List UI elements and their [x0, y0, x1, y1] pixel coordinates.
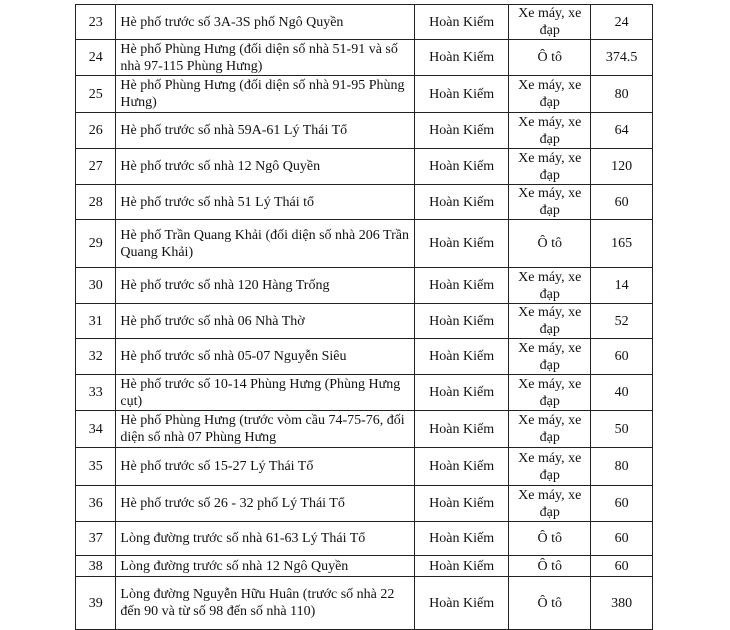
vehicle-type-cell: Ô tô [509, 40, 591, 76]
table-row [76, 185, 653, 220]
district-cell: Hoàn Kiếm [415, 268, 509, 304]
table-row [76, 339, 653, 375]
table-row [76, 577, 653, 630]
district-cell: Hoàn Kiếm [415, 304, 509, 339]
location-cell: Hè phố trước số 3A-3S phố Ngô Quyền [116, 5, 415, 40]
location-cell: Hè phố Phùng Hưng (đối diện số nhà 51-91 và số nhà 97-115 Phùng Hưng) [116, 40, 415, 76]
location-cell: Hè phố trước số nhà 51 Lý Thái tổ [116, 185, 415, 220]
row-number-cell: 27 [76, 149, 116, 185]
location-cell: Lòng đường trước số nhà 61-63 Lý Thái Tổ [116, 522, 415, 556]
vehicle-type-cell: Ô tô [509, 220, 591, 268]
table-row [76, 375, 653, 411]
location-cell: Hè phố trước số nhà 120 Hàng Trống [116, 268, 415, 304]
area-cell: 120 [591, 149, 653, 185]
table-row [76, 76, 653, 113]
district-cell: Hoàn Kiếm [415, 577, 509, 630]
location-cell: Hè phố trước số 26 - 32 phố Lý Thái Tổ [116, 486, 415, 522]
row-number-cell: 30 [76, 268, 116, 304]
row-number-cell: 26 [76, 113, 116, 149]
vehicle-type-cell: Xe máy, xe đạp [509, 411, 591, 448]
location-cell: Lòng đường trước số nhà 12 Ngô Quyền [116, 556, 415, 577]
area-cell: 50 [591, 411, 653, 448]
vehicle-type-cell: Ô tô [509, 577, 591, 630]
row-number-cell: 31 [76, 304, 116, 339]
table-body [76, 5, 653, 630]
vehicle-type-cell: Xe máy, xe đạp [509, 5, 591, 40]
row-number-cell: 36 [76, 486, 116, 522]
table-row [76, 113, 653, 149]
location-cell: Hè phố Phùng Hưng (trước vòm cầu 74-75-76, đối diện số nhà 07 Phùng Hưng [116, 411, 415, 448]
area-cell: 40 [591, 375, 653, 411]
area-cell: 60 [591, 522, 653, 556]
district-cell: Hoàn Kiếm [415, 522, 509, 556]
district-cell: Hoàn Kiếm [415, 220, 509, 268]
row-number-cell: 23 [76, 5, 116, 40]
area-cell: 60 [591, 486, 653, 522]
table-row [76, 556, 653, 577]
row-number-cell: 34 [76, 411, 116, 448]
area-cell: 380 [591, 577, 653, 630]
row-number-cell: 28 [76, 185, 116, 220]
vehicle-type-cell: Xe máy, xe đạp [509, 149, 591, 185]
row-number-cell: 29 [76, 220, 116, 268]
table-row [76, 304, 653, 339]
area-cell: 24 [591, 5, 653, 40]
row-number-cell: 24 [76, 40, 116, 76]
table-row [76, 5, 653, 40]
table-row [76, 448, 653, 486]
district-cell: Hoàn Kiếm [415, 448, 509, 486]
location-cell: Hè phố trước số nhà 59A-61 Lý Thái Tổ [116, 113, 415, 149]
vehicle-type-cell: Xe máy, xe đạp [509, 113, 591, 149]
table-row [76, 220, 653, 268]
area-cell: 14 [591, 268, 653, 304]
parking-locations-table [75, 4, 653, 630]
vehicle-type-cell: Xe máy, xe đạp [509, 268, 591, 304]
row-number-cell: 33 [76, 375, 116, 411]
vehicle-type-cell: Xe máy, xe đạp [509, 304, 591, 339]
area-cell: 60 [591, 185, 653, 220]
district-cell: Hoàn Kiếm [415, 185, 509, 220]
district-cell: Hoàn Kiếm [415, 411, 509, 448]
row-number-cell: 25 [76, 76, 116, 113]
location-cell: Hè phố Trần Quang Khải (đối diện số nhà 206 Trần Quang Khải) [116, 220, 415, 268]
district-cell: Hoàn Kiếm [415, 40, 509, 76]
location-cell: Hè phố trước số nhà 06 Nhà Thờ [116, 304, 415, 339]
row-number-cell: 39 [76, 577, 116, 630]
area-cell: 374.5 [591, 40, 653, 76]
vehicle-type-cell: Xe máy, xe đạp [509, 375, 591, 411]
vehicle-type-cell: Xe máy, xe đạp [509, 448, 591, 486]
vehicle-type-cell: Xe máy, xe đạp [509, 486, 591, 522]
row-number-cell: 32 [76, 339, 116, 375]
area-cell: 80 [591, 448, 653, 486]
vehicle-type-cell: Xe máy, xe đạp [509, 76, 591, 113]
vehicle-type-cell: Ô tô [509, 522, 591, 556]
table-row [76, 149, 653, 185]
district-cell: Hoàn Kiếm [415, 76, 509, 113]
row-number-cell: 38 [76, 556, 116, 577]
district-cell: Hoàn Kiếm [415, 149, 509, 185]
table-row [76, 522, 653, 556]
area-cell: 64 [591, 113, 653, 149]
district-cell: Hoàn Kiếm [415, 375, 509, 411]
area-cell: 52 [591, 304, 653, 339]
document-page [75, 4, 653, 630]
district-cell: Hoàn Kiếm [415, 113, 509, 149]
table-row [76, 40, 653, 76]
vehicle-type-cell: Xe máy, xe đạp [509, 339, 591, 375]
table-row [76, 411, 653, 448]
table-row [76, 268, 653, 304]
district-cell: Hoàn Kiếm [415, 486, 509, 522]
area-cell: 80 [591, 76, 653, 113]
area-cell: 165 [591, 220, 653, 268]
row-number-cell: 37 [76, 522, 116, 556]
area-cell: 60 [591, 556, 653, 577]
location-cell: Hè phố trước số 10-14 Phùng Hưng (Phùng Hưng cụt) [116, 375, 415, 411]
table-row [76, 486, 653, 522]
location-cell: Hè phố trước số 15-27 Lý Thái Tổ [116, 448, 415, 486]
vehicle-type-cell: Xe máy, xe đạp [509, 185, 591, 220]
district-cell: Hoàn Kiếm [415, 556, 509, 577]
row-number-cell: 35 [76, 448, 116, 486]
district-cell: Hoàn Kiếm [415, 339, 509, 375]
location-cell: Hè phố trước số nhà 12 Ngô Quyền [116, 149, 415, 185]
location-cell: Lòng đường Nguyễn Hữu Huân (trước số nhà 22 đến 90 và từ số 98 đến số nhà 110) [116, 577, 415, 630]
location-cell: Hè phố trước số nhà 05-07 Nguyễn Siêu [116, 339, 415, 375]
district-cell: Hoàn Kiếm [415, 5, 509, 40]
area-cell: 60 [591, 339, 653, 375]
vehicle-type-cell: Ô tô [509, 556, 591, 577]
location-cell: Hè phố Phùng Hưng (đối diện số nhà 91-95 Phùng Hưng) [116, 76, 415, 113]
